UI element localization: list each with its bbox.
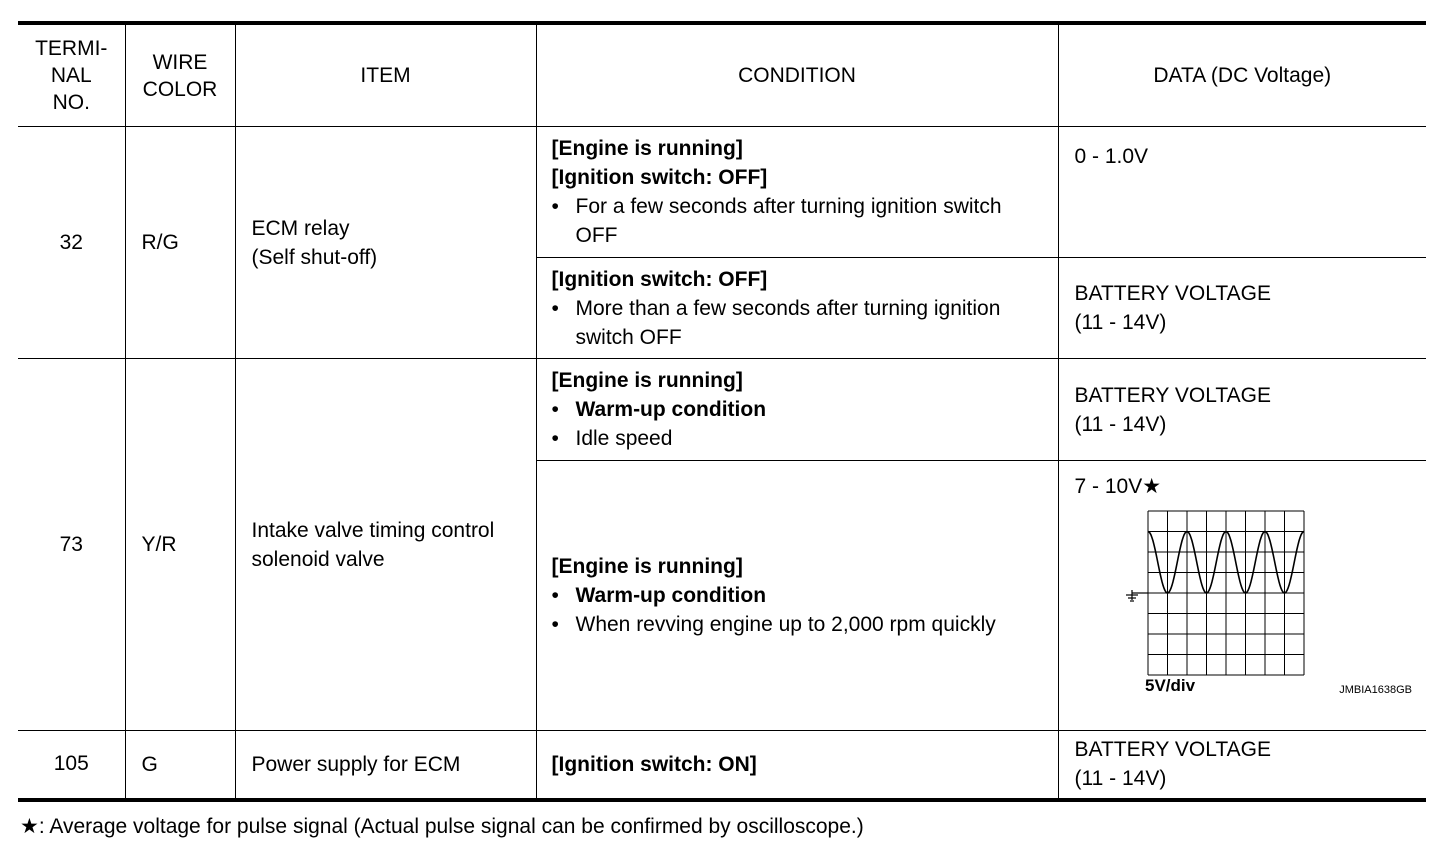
condition-cell: [Engine is running] • Warm-up condition • Idle speed — [536, 359, 1058, 461]
bullet-icon: • — [551, 613, 559, 636]
bullet-icon: • — [551, 398, 559, 421]
star-icon: ★ — [20, 815, 39, 838]
average-voltage-value: 7 - 10V★ — [1074, 475, 1162, 498]
figure-code: JMBIA1638GB — [1338, 684, 1412, 696]
terminal-no: 32 — [18, 127, 125, 359]
ecm-terminal-table — [18, 21, 1426, 802]
wire-color: G — [125, 731, 235, 800]
oscilloscope-waveform — [1075, 509, 1425, 705]
item-description: Intake valve timing control solenoid valve — [235, 359, 536, 731]
data-value: 0 - 1.0V — [1058, 127, 1426, 258]
terminal-no: 73 — [18, 359, 125, 731]
condition-cell: [Engine is running] • Warm-up condition • When revving engine up to 2,000 rpm quickly — [536, 461, 1058, 731]
header-item: ITEM — [235, 23, 536, 127]
scope-scale-label: 5V/div — [1144, 676, 1195, 695]
bullet-icon: • — [551, 296, 559, 320]
data-value — [1058, 461, 1426, 731]
item-description: Power supply for ECM — [235, 731, 536, 800]
condition-cell: [Ignition switch: OFF] • More than a few seconds after turning ignition switch OFF — [536, 258, 1058, 359]
bullet-icon: • — [551, 427, 559, 450]
table-row — [18, 731, 1426, 800]
condition-cell: [Ignition switch: ON] — [536, 731, 1058, 800]
condition-cell: [Engine is running] [Ignition switch: OFF] • For a few seconds after turning ignition switch OFF — [536, 127, 1058, 258]
header-terminal-no: TERMI- NAL NO. — [18, 23, 125, 127]
table-row — [18, 127, 1426, 258]
header-data: DATA (DC Voltage) — [1058, 23, 1426, 127]
data-value: BATTERY VOLTAGE (11 - 14V) — [1058, 359, 1426, 461]
bullet-icon: • — [551, 584, 559, 607]
data-value: BATTERY VOLTAGE (11 - 14V) — [1058, 731, 1426, 800]
terminal-no: 105 — [18, 731, 125, 800]
footnote: ★: Average voltage for pulse signal (Actual pulse signal can be confirmed by oscilloscope.) — [20, 815, 864, 838]
ground-icon — [1126, 590, 1148, 601]
item-description: ECM relay (Self shut-off) — [235, 127, 536, 359]
bullet-icon: • — [551, 195, 559, 218]
table-row — [18, 359, 1426, 461]
data-value: BATTERY VOLTAGE (11 - 14V) — [1058, 258, 1426, 359]
wire-color: Y/R — [125, 359, 235, 731]
wire-color: R/G — [125, 127, 235, 359]
header-condition: CONDITION — [536, 23, 1058, 127]
header-wire-color: WIRE COLOR — [125, 23, 235, 127]
table-header-row — [18, 23, 1426, 127]
